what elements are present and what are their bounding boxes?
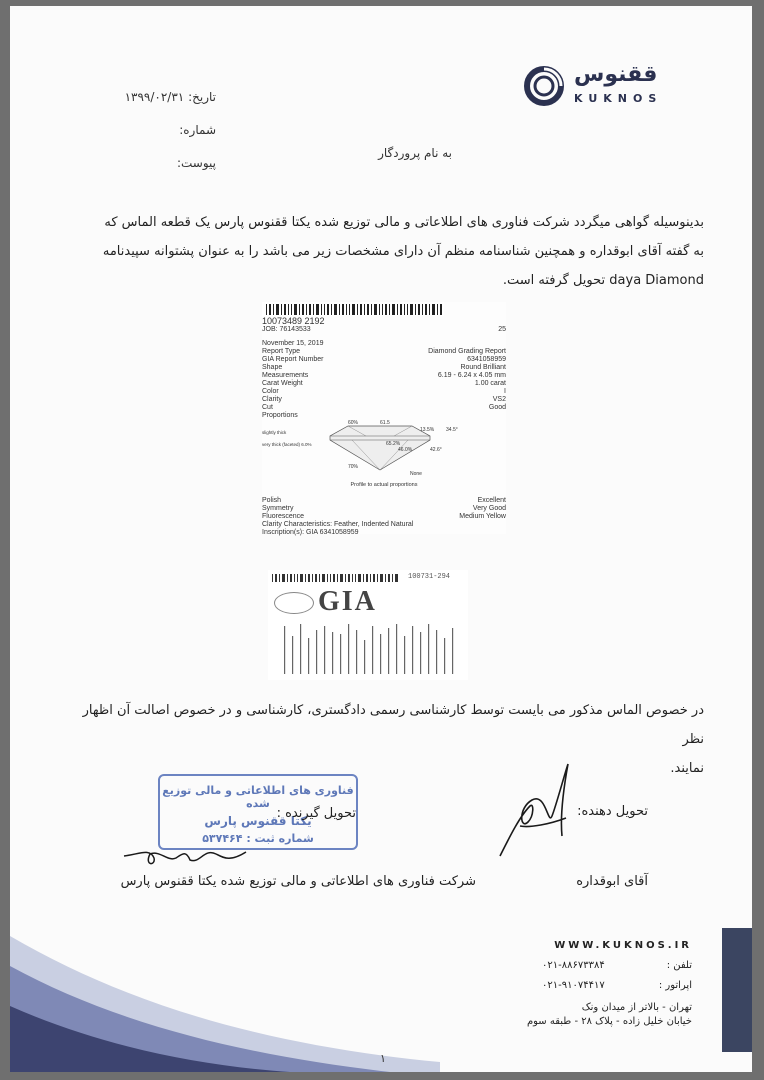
diagram-crown-height: 13.5% bbox=[420, 427, 435, 433]
certificate-row-label: Fluorescence bbox=[262, 513, 305, 520]
body-line-3: daya Diamond تحویل گرفته است. bbox=[502, 273, 704, 288]
certificate-row bbox=[262, 497, 506, 505]
certificate-row bbox=[262, 396, 506, 404]
certificate-row-label: GIA Report Number bbox=[262, 356, 324, 363]
receiver-label: تحویل گیرنده : bbox=[276, 806, 356, 821]
gia-card bbox=[268, 570, 468, 680]
certificate-row-value: 6341058959 bbox=[467, 356, 506, 363]
footer-operator-label: اپراتور : bbox=[658, 980, 692, 991]
invocation: به نام پروردگار bbox=[378, 146, 452, 160]
footer-phone bbox=[542, 960, 692, 971]
footer-side-band bbox=[722, 928, 752, 1052]
certificate-number: 10073489 2192 bbox=[262, 316, 325, 326]
footer-website[interactable]: WWW.KUKNOS.IR bbox=[554, 940, 692, 951]
certificate-row bbox=[262, 372, 506, 380]
certificate-row-value: Medium Yellow bbox=[459, 513, 506, 520]
letter-page bbox=[10, 6, 752, 1072]
proportions-diagram bbox=[262, 420, 506, 480]
diagram-crown-angle: 34.5° bbox=[446, 427, 458, 433]
number-label: شماره: bbox=[179, 123, 216, 137]
certificate-row-value: Diamond Grading Report bbox=[428, 348, 506, 355]
certificate-row bbox=[262, 380, 506, 388]
certificate-row bbox=[262, 404, 506, 412]
company-name-en: KUKNOS bbox=[574, 92, 663, 105]
deliverer-name: آقای ابوقداره bbox=[576, 874, 648, 889]
receiver-signature bbox=[120, 844, 250, 870]
footer-address-1: تهران - بالاتر از میدان ونک bbox=[581, 1002, 692, 1013]
certificate-row-value: 6.19 - 6.24 x 4.05 mm bbox=[437, 372, 506, 379]
footer-phone-label: تلفن : bbox=[666, 960, 692, 971]
certificate-row-label: Measurements bbox=[262, 372, 309, 379]
note-line-1: در خصوص الماس مذکور می بایست توسط کارشناسی رسمی دادگستری، کارشناسی و در خصوص اصالت آن اظهار نظر bbox=[82, 703, 704, 747]
page-number: ۱ bbox=[380, 1052, 386, 1065]
date-line bbox=[125, 90, 216, 104]
gia-card-serial: 100731-294 bbox=[408, 573, 451, 581]
diagram-girdle-top: slightly thick bbox=[262, 430, 287, 435]
receiver-name: شرکت فناوری های اطلاعاتی و مالی توزیع شده یکتا ققنوس پارس bbox=[120, 874, 476, 889]
job-line bbox=[262, 326, 506, 334]
inscription: Inscription(s): GIA 6341058959 bbox=[262, 529, 359, 536]
stamp-line-1: فناوری های اطلاعاتی و مالی توزیع شده bbox=[162, 784, 354, 810]
deliverer-signature bbox=[490, 756, 580, 866]
job-number: JOB: 76143533 bbox=[262, 326, 311, 333]
certificate-row-value: Excellent bbox=[477, 497, 506, 504]
job-right: 25 bbox=[498, 326, 506, 333]
certificate-row-label: Polish bbox=[262, 497, 282, 504]
body-line-2: به گفته آقای ابوقداره و همچنین شناسنامه منظم آن دارای مشخصات زیر می باشد را به عنوان پشتوانه سپیدنامه bbox=[102, 244, 704, 259]
gia-card-text-block bbox=[282, 620, 462, 676]
gia-seal-icon bbox=[274, 592, 314, 614]
gia-certificate bbox=[262, 302, 506, 534]
certificate-row-label: Shape bbox=[262, 364, 283, 371]
date-value: ۱۳۹۹/۰۲/۳۱ bbox=[124, 90, 185, 104]
body-paragraph bbox=[64, 208, 704, 295]
certificate-rows bbox=[262, 348, 506, 412]
certificate-row bbox=[262, 356, 506, 364]
certificate-row bbox=[262, 388, 506, 396]
body-line-1: بدینوسیله گواهی میگردد شرکت فناوری های اطلاعاتی و مالی توزیع شده یکتا ققنوس پارس یک قطعه الماس که bbox=[104, 215, 704, 230]
company-logo bbox=[524, 64, 724, 114]
attachment-label: پیوست: bbox=[176, 156, 216, 170]
footer-phone-value: ۰۲۱-۸۸۶۷۳۳۸۴ bbox=[542, 960, 605, 971]
diagram-caption: Profile to actual proportions bbox=[350, 482, 418, 488]
deliverer-label: تحویل دهنده: bbox=[577, 804, 648, 819]
diagram-culet: None bbox=[410, 471, 422, 477]
certificate-row bbox=[262, 364, 506, 372]
certificate-row-label: Report Type bbox=[262, 348, 301, 355]
certificate-row-label: Clarity bbox=[262, 396, 282, 403]
certificate-row-value: I bbox=[504, 388, 506, 395]
diagram-depth: 65.2% bbox=[386, 441, 401, 447]
gia-card-barcode bbox=[272, 574, 402, 584]
diagram-girdle-bottom: very thick (faceted) 6.0% bbox=[262, 442, 312, 447]
diagram-lower-half: 70% bbox=[348, 464, 359, 470]
certificate-barcode bbox=[262, 302, 444, 316]
certificate-row bbox=[262, 505, 506, 513]
certificate-row-value: Good bbox=[488, 404, 506, 411]
certificate-row-label: Color bbox=[262, 388, 279, 395]
diagram-pavilion-angle: 42.6° bbox=[430, 447, 442, 453]
diagram-table-pct: 60% bbox=[348, 420, 359, 426]
note-line-2: نمایند. bbox=[670, 761, 704, 776]
certificate-row bbox=[262, 513, 506, 521]
gia-logo: GIA bbox=[318, 586, 377, 617]
footer-operator bbox=[542, 980, 692, 991]
footer-address-2: خیابان خلیل زاده - پلاک ۲۸ - طبقه سوم bbox=[526, 1016, 692, 1027]
certificate-row-value: VS2 bbox=[492, 396, 506, 403]
date-label: تاریخ: bbox=[188, 90, 216, 104]
gia-card-rotated-text bbox=[282, 620, 462, 676]
stamp-line-3: شماره ثبت : ۵۳۷۴۶۴ bbox=[202, 832, 314, 845]
certificate-row bbox=[262, 348, 506, 356]
diagram-crown-pct: 61.5 bbox=[380, 420, 390, 426]
certificate-row-value: Round Brilliant bbox=[460, 364, 506, 371]
report-date: November 15, 2019 bbox=[262, 340, 324, 347]
company-name-fa: ققنوس bbox=[574, 62, 658, 87]
certificate-row-label: Symmetry bbox=[262, 505, 294, 512]
kuknos-logo-icon bbox=[524, 66, 564, 106]
certificate-row-value: 1.00 carat bbox=[474, 380, 506, 387]
diagram-pavilion-depth: 46.0% bbox=[398, 447, 413, 453]
certificate-grade-rows bbox=[262, 497, 506, 521]
proportions-label: Proportions bbox=[262, 412, 298, 419]
certificate-row-label: Cut bbox=[262, 404, 273, 411]
note-paragraph bbox=[64, 696, 704, 783]
certificate-row-value: Very Good bbox=[472, 505, 506, 512]
stamp-line-2: یکتا ققنوس پارس bbox=[204, 814, 312, 828]
footer-operator-value: ۰۲۱-۹۱۰۷۴۴۱۷ bbox=[542, 980, 605, 991]
certificate-row-label: Carat Weight bbox=[262, 380, 303, 387]
clarity-characteristics: Clarity Characteristics: Feather, Indented Natural bbox=[262, 521, 414, 528]
